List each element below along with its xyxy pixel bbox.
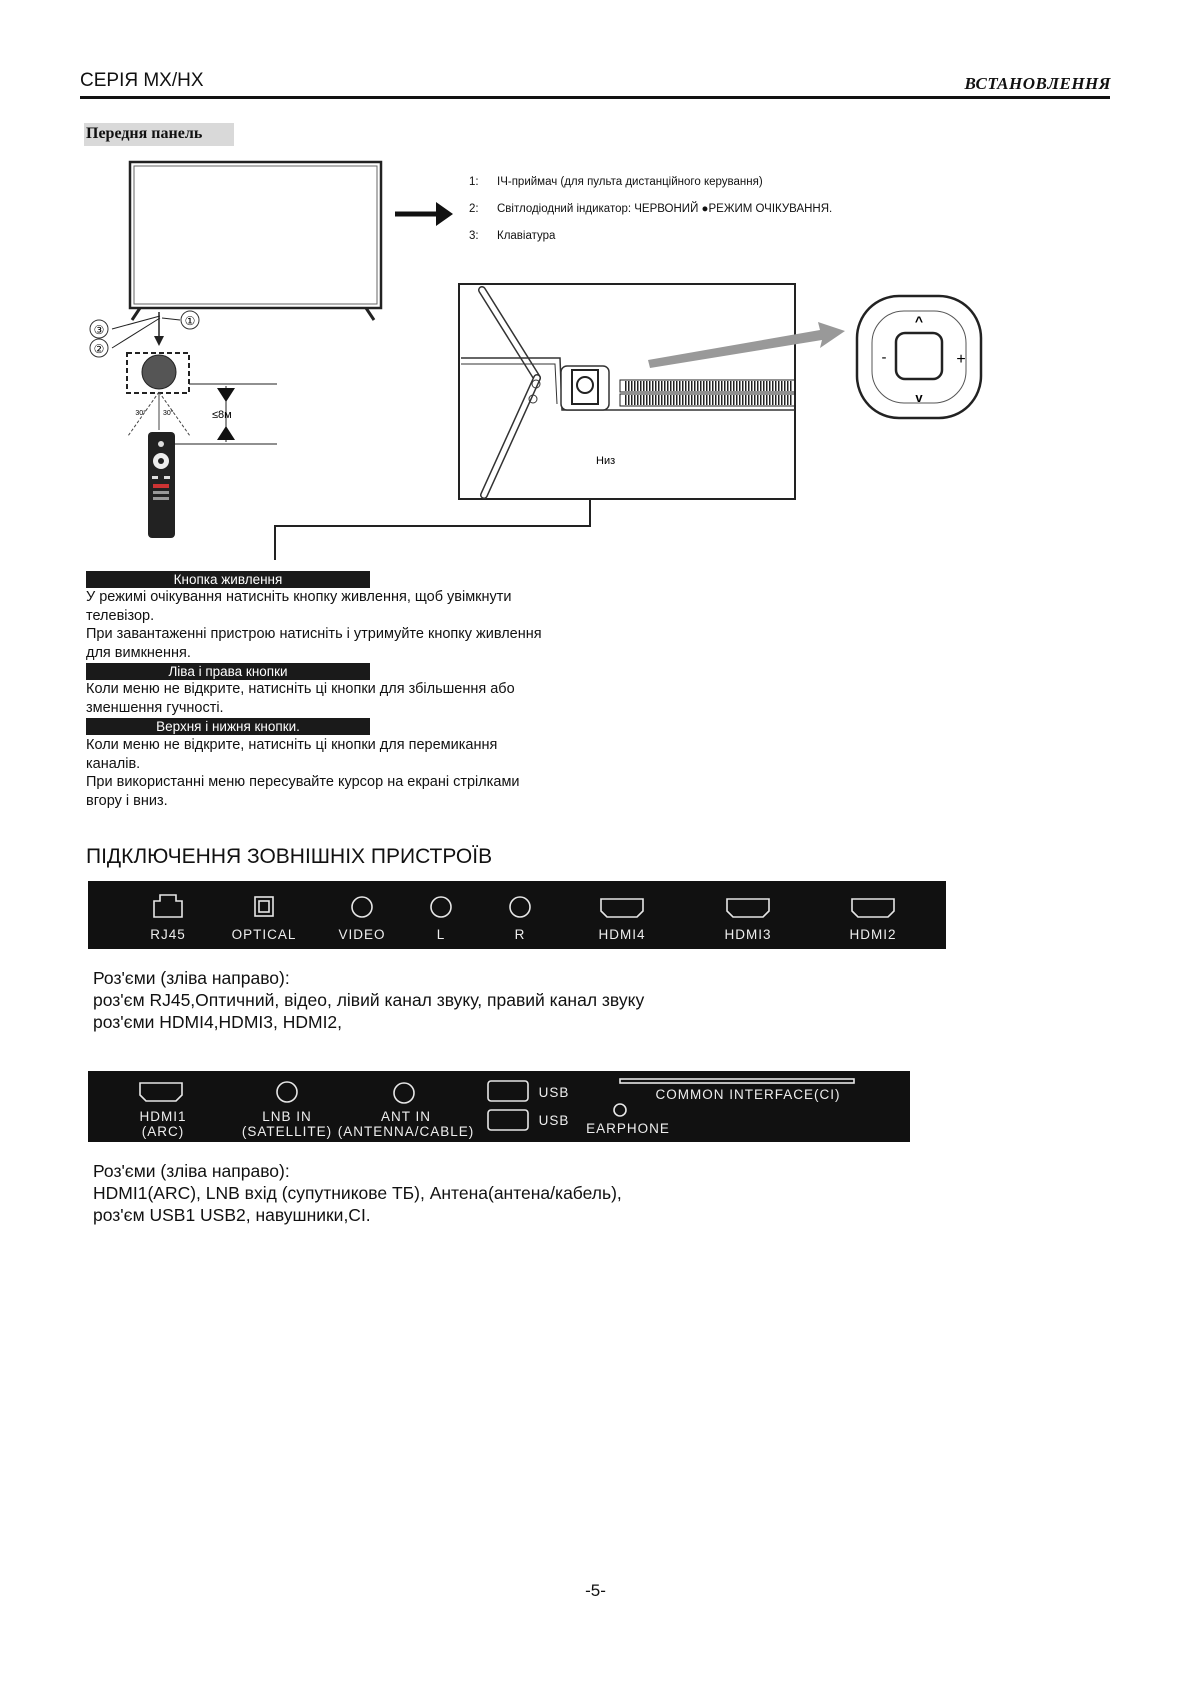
port-label-ci: COMMON INTERFACE(CI): [655, 1087, 841, 1102]
joystick-keypad: [857, 296, 981, 418]
port-label-hdmi4: HDMI4: [598, 927, 646, 942]
callout-3: ③: [93, 323, 105, 337]
angle-right: 30°: [163, 410, 174, 417]
usb-port-icon: [488, 1110, 528, 1130]
legend-item-1: 1: ІЧ-приймач (для пульта дистанційного керування): [469, 176, 763, 188]
port-label-rj45: RJ45: [150, 927, 186, 942]
hdmi-port-icon: [852, 899, 894, 917]
front-panel-diagram: [0, 0, 1191, 560]
series-title: СЕРІЯ MX/HX: [80, 70, 204, 91]
round-jack-icon: [277, 1082, 297, 1102]
port-label-hdmi2: HDMI2: [849, 927, 897, 942]
port-label-usb1: USB: [538, 1085, 570, 1100]
section-heading-left-right: Ліва і права кнопки: [86, 663, 370, 680]
section-text-left-right: Коли меню не відкрите, натисніть ці кнопки для збільшення або зменшення гучності.: [86, 681, 515, 716]
arrow-right-icon: [395, 202, 453, 226]
panel2-description: Роз'єми (зліва направо): HDMI1(ARC), LNB вхід (супутникове ТБ), Антена(антена/кабель), роз'єм USB1 USB2, навушники,CI.: [93, 1161, 622, 1225]
port-label-l: L: [436, 927, 446, 942]
usb-port-icon: [488, 1081, 528, 1101]
round-jack-icon: [431, 897, 451, 917]
section-heading-up-down: Верхня і нижня кнопки.: [86, 718, 370, 735]
port-label-earphone: EARPHONE: [586, 1121, 670, 1136]
hdmi-port-icon: [727, 899, 769, 917]
connections-title: ПІДКЛЮЧЕННЯ ЗОВНІШНІХ ПРИСТРОЇВ: [86, 845, 493, 868]
distance-label: ≤8м: [212, 409, 232, 421]
port-label-video: VIDEO: [338, 927, 386, 942]
angle-left: 30°: [135, 410, 146, 417]
legend-item-2: 2: Світлодіодний індикатор: ЧЕРВОНИЙ ●РЕЖИМ ОЧІКУВАННЯ.: [469, 203, 833, 215]
section-text-power: У режимі очікування натисніть кнопку живлення, щоб увімкнути телевізор. При завантаженні пристрою натисніть і утримуйте кнопку живлення для вимкнення.: [86, 589, 542, 661]
section-title: ВСТАНОВЛЕННЯ: [964, 74, 1111, 93]
ci-slot-icon: [620, 1079, 854, 1083]
earphone-jack-icon: [614, 1104, 626, 1116]
hdmi-port-icon: [601, 899, 643, 917]
round-jack-icon: [394, 1083, 414, 1103]
ethernet-port-icon: [154, 895, 182, 917]
optical-port-icon: [255, 897, 273, 916]
front-panel-title: Передня панель: [84, 123, 234, 146]
port-label-hdmi1: HDMI1 (ARC): [139, 1109, 187, 1139]
panel1-description: Роз'єми (зліва направо): роз'єм RJ45,Оптичний, відео, лівий канал звуку, правий канал звуку роз'єми HDMI4,HDMI3, HDMI2,: [93, 968, 645, 1032]
joystick-plus-icon: +: [956, 351, 966, 368]
rear-panel-1: [88, 881, 946, 949]
port-label-lnb: LNB IN (SATELLITE): [241, 1109, 333, 1139]
port-label-hdmi3: HDMI3: [724, 927, 772, 942]
round-jack-icon: [352, 897, 372, 917]
legend-item-3: 3: Клавіатура: [469, 230, 556, 242]
page-number: -5-: [585, 1581, 606, 1600]
remote-control-icon: [148, 432, 175, 538]
port-label-ant: ANT IN (ANTENNA/CABLE): [337, 1109, 475, 1139]
joystick-up-icon: ^: [914, 313, 924, 329]
port-label-optical: OPTICAL: [231, 927, 297, 942]
section-text-up-down: Коли меню не відкрите, натисніть ці кнопки для перемикання каналів. При використанні меню пересувайте курсор на екрані стрілками вгору і вниз.: [86, 737, 520, 809]
section-heading-power: Кнопка живлення: [86, 571, 370, 588]
joystick-minus-icon: -: [881, 349, 887, 366]
callout-2: ②: [93, 342, 105, 356]
tv-outline: [130, 162, 381, 308]
round-jack-icon: [510, 897, 530, 917]
port-label-usb2: USB: [538, 1113, 570, 1128]
hdmi-port-icon: [140, 1083, 182, 1101]
joystick-down-icon: v: [915, 390, 923, 405]
port-label-r: R: [514, 927, 526, 942]
callout-1: ①: [184, 314, 196, 328]
rear-panel-2: [88, 1071, 910, 1142]
bottom-label: Низ: [596, 455, 616, 467]
